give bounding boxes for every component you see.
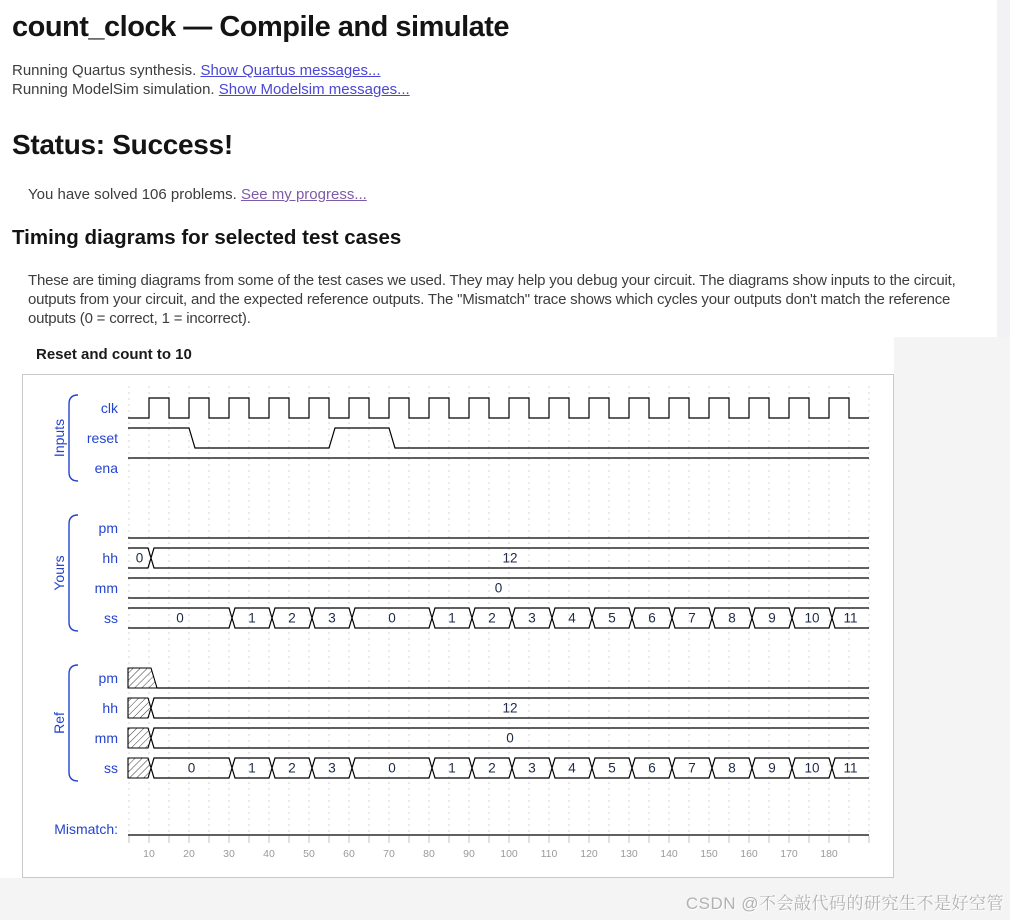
signal-label-mismatch: Mismatch: bbox=[54, 821, 118, 837]
bus-value: 0 bbox=[506, 730, 514, 746]
bus-value: 0 bbox=[388, 610, 396, 626]
signal-label-ena: ena bbox=[94, 460, 118, 476]
bus-value: 8 bbox=[728, 760, 736, 776]
axis-label: 40 bbox=[263, 848, 275, 860]
axis-label: 100 bbox=[500, 848, 518, 860]
bus-value: 5 bbox=[608, 610, 616, 626]
axis-label: 80 bbox=[423, 848, 435, 860]
bus-value: 2 bbox=[488, 760, 496, 776]
signal-label-ss: ss bbox=[104, 610, 118, 626]
bus-value: 6 bbox=[648, 760, 656, 776]
bus-value: 3 bbox=[328, 760, 336, 776]
bus-value: 8 bbox=[728, 610, 736, 626]
bus-value: 4 bbox=[568, 610, 576, 626]
log-line-quartus bbox=[12, 61, 410, 80]
signal-label-hh: hh bbox=[102, 550, 118, 566]
testcase-title: Reset and count to 10 bbox=[36, 346, 192, 363]
bus-value: 1 bbox=[248, 610, 256, 626]
progress-text: You have solved 106 problems. bbox=[28, 186, 241, 203]
signal-label-mm: mm bbox=[94, 730, 118, 746]
axis-label: 140 bbox=[660, 848, 678, 860]
axis-label: 130 bbox=[620, 848, 638, 860]
bus-value: 0 bbox=[187, 760, 196, 776]
group-label-ref: Ref bbox=[51, 712, 67, 734]
compile-log bbox=[12, 61, 410, 100]
axis-label: 30 bbox=[223, 848, 235, 860]
bus-value: 9 bbox=[768, 610, 776, 626]
timing-diagram bbox=[23, 375, 893, 881]
see-my-progress-link[interactable]: See my progress... bbox=[240, 186, 367, 203]
signal-label-ss: ss bbox=[104, 760, 118, 776]
signal-label-hh: hh bbox=[102, 700, 118, 716]
unknown-region bbox=[128, 758, 151, 778]
bus-value: 10 bbox=[804, 760, 820, 776]
page-title: count_clock — Compile and simulate bbox=[12, 11, 510, 43]
bus-value: 2 bbox=[288, 760, 296, 776]
axis-label: 180 bbox=[820, 848, 838, 860]
axis-label: 150 bbox=[700, 848, 718, 860]
bus-value: 0 bbox=[494, 580, 503, 596]
section-heading: Timing diagrams for selected test cases bbox=[12, 226, 402, 249]
bus-value: 0 bbox=[135, 550, 144, 566]
bus-value: 12 bbox=[502, 700, 518, 716]
bus-value: 5 bbox=[608, 760, 616, 776]
show-quartus-messages-link[interactable]: Show Quartus messages... bbox=[200, 62, 381, 79]
signal-label-mm: mm bbox=[94, 580, 118, 596]
axis-label: 50 bbox=[303, 848, 315, 860]
signal-label-clk: clk bbox=[100, 400, 118, 416]
bus-value: 1 bbox=[248, 760, 256, 776]
progress-line bbox=[28, 186, 367, 203]
bus-value: 7 bbox=[688, 760, 696, 776]
bus-value: 11 bbox=[843, 610, 858, 626]
log-text-modelsim: Running ModelSim simulation. bbox=[12, 81, 219, 99]
axis-label: 170 bbox=[780, 848, 798, 860]
bus-value: 6 bbox=[648, 610, 656, 626]
description-paragraph: These are timing diagrams from some of the test cases we used. They may help you debug your circuit. The diagrams show inputs to the circuit, outputs from your circuit, and the expected reference outputs. The "Mismatch" trace shows which cycles your outputs don't match the reference outputs (0 = correct, 1 = incorrect). bbox=[28, 272, 956, 328]
unknown-region bbox=[128, 728, 151, 748]
group-label-yours: Yours bbox=[51, 555, 67, 591]
group-bracket bbox=[69, 515, 78, 631]
bus-value: 1 bbox=[448, 760, 456, 776]
axis-label: 20 bbox=[183, 848, 195, 860]
axis-label: 10 bbox=[143, 848, 155, 860]
group-bracket bbox=[69, 395, 78, 481]
bus-value: 2 bbox=[488, 610, 496, 626]
bus-value: 0 bbox=[388, 760, 396, 776]
group-label-inputs: Inputs bbox=[51, 418, 67, 458]
log-line-modelsim bbox=[12, 80, 410, 99]
bus-value: 7 bbox=[688, 610, 696, 626]
bus-value: 9 bbox=[768, 760, 776, 776]
status-heading: Status: Success! bbox=[12, 129, 233, 160]
wave-reset bbox=[128, 428, 869, 448]
bus-value: 0 bbox=[176, 610, 184, 626]
unknown-region bbox=[128, 698, 151, 718]
bus-value: 12 bbox=[502, 550, 518, 566]
bus-value: 2 bbox=[288, 610, 296, 626]
watermark: CSDN @不会敲代码的研究生不是好空管 bbox=[685, 894, 1004, 913]
signal-label-reset: reset bbox=[86, 430, 118, 446]
bus-value: 1 bbox=[448, 610, 456, 626]
axis-label: 160 bbox=[740, 848, 758, 860]
bus-value: 3 bbox=[528, 610, 536, 626]
axis-label: 90 bbox=[463, 848, 475, 860]
wave-clk bbox=[128, 398, 869, 418]
bus-value: 3 bbox=[528, 760, 536, 776]
axis-label: 70 bbox=[383, 848, 395, 860]
axis-label: 60 bbox=[343, 848, 355, 860]
page-side-background bbox=[894, 337, 1010, 920]
signal-label-pm: pm bbox=[98, 520, 118, 536]
unknown-region bbox=[128, 668, 157, 688]
axis-label: 120 bbox=[580, 848, 598, 860]
log-text-quartus: Running Quartus synthesis. bbox=[12, 62, 201, 79]
bus-value: 3 bbox=[328, 610, 336, 626]
timing-diagram-panel bbox=[22, 374, 894, 878]
bus-value: 10 bbox=[804, 610, 820, 626]
axis-label: 110 bbox=[540, 848, 558, 860]
signal-label-pm: pm bbox=[98, 670, 118, 686]
group-bracket bbox=[69, 665, 78, 781]
bus-value: 4 bbox=[568, 760, 576, 776]
show-modelsim-messages-link[interactable]: Show Modelsim messages... bbox=[218, 81, 410, 99]
bus-value: 11 bbox=[843, 760, 858, 776]
